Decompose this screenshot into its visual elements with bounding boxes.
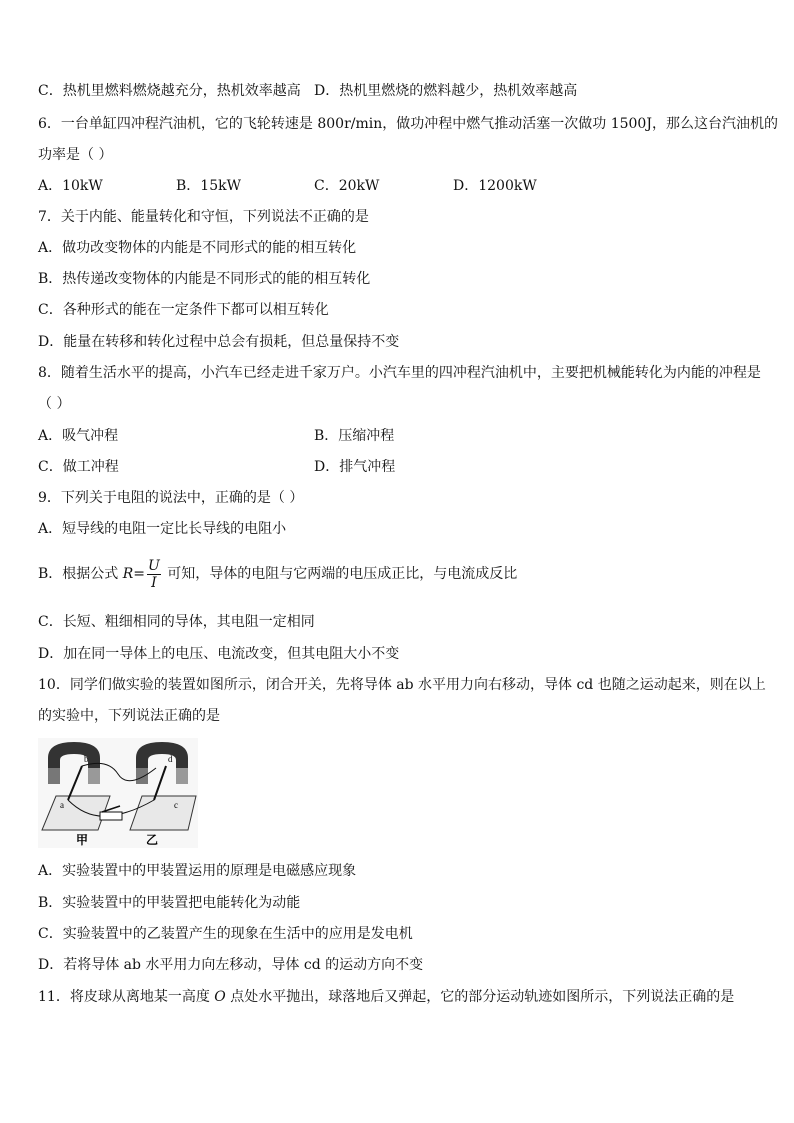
base-board-yi [130, 796, 196, 830]
formula-equals: = [133, 566, 146, 582]
figure-label-b: b [84, 754, 89, 764]
formula-r: R [122, 566, 134, 582]
q11-stem [38, 988, 734, 1006]
q10-stem-line2: 的实验中，下列说法正确的是 [38, 708, 220, 724]
formula-fraction [147, 558, 161, 591]
magnet-right-pole-n [136, 768, 148, 784]
q9-option-a: A．短导线的电阻一定比长导线的电阻小 [38, 521, 287, 537]
q7-option-a: A．做功改变物体的内能是不同形式的能的相互转化 [38, 240, 357, 256]
q6-option-b: B．15kW [176, 178, 241, 194]
q8-option-a: A．吸气冲程 [38, 428, 119, 444]
q7-option-d: D．能量在转移和转化过程中总会有损耗，但总量保持不变 [38, 334, 400, 350]
q10-option-a: A．实验装置中的甲装置运用的原理是电磁感应现象 [38, 863, 357, 879]
q8-option-d: D．排气冲程 [314, 459, 396, 475]
q8-stem-line1: 8．随着生活水平的提高，小汽车已经走进千家万户。小汽车里的四冲程汽油机中，主要把机械能转化为内能的冲程是 [38, 365, 761, 381]
magnet-right-pole-s [176, 768, 188, 784]
formula-denominator: I [151, 574, 157, 591]
q9-option-c: C．长短、粗细相同的导体，其电阻一定相同 [38, 614, 315, 630]
q8-option-c: C．做工冲程 [38, 459, 119, 475]
q9-option-d: D．加在同一导体上的电压、电流改变，但其电阻大小不变 [38, 646, 400, 662]
q10-option-d: D．若将导体 ab 水平用力向左移动，导体 cd 的运动方向不变 [38, 957, 424, 973]
q6-stem-line1: 6．一台单缸四冲程汽油机，它的飞轮转速是 800r/min，做功冲程中燃气推动活塞一次做功 1500J，那么这台汽油机的 [38, 116, 778, 132]
q8-stem-line2: （ ） [38, 396, 71, 412]
figure-label-jia: 甲 [76, 833, 89, 847]
q5-option-c: C．热机里燃料燃烧越充分，热机效率越高 [38, 83, 301, 99]
q11-stem-prefix: 11．将皮球从离地某一高度 [38, 989, 215, 1005]
figure-label-a: a [60, 800, 64, 810]
q8-option-b: B．压缩冲程 [314, 428, 395, 444]
q7-stem: 7．关于内能、能量转化和守恒，下列说法不正确的是 [38, 209, 369, 225]
q10-stem-line1: 10．同学们做实验的装置如图所示，闭合开关，先将导体 ab 水平用力向右移动，导体 cd 也随之运动起来，则在以上 [38, 677, 766, 693]
q6-option-d: D．1200kW [453, 178, 537, 194]
q9-option-b-suffix: 可知，导体的电阻与它两端的电压成正比，与电流成反比 [162, 566, 518, 582]
q11-stem-suffix: 点处水平抛出，球落地后又弹起，它的部分运动轨迹如图所示，下列说法正确的是 [225, 989, 735, 1005]
q9-option-b [38, 556, 517, 592]
q9-stem: 9．下列关于电阻的说法中，正确的是（ ） [38, 490, 304, 506]
figure-label-yi: 乙 [146, 833, 159, 847]
q6-option-a: A．10kW [38, 178, 103, 194]
q10-option-b: B．实验装置中的甲装置把电能转化为动能 [38, 895, 301, 911]
q7-option-c: C．各种形式的能在一定条件下都可以相互转化 [38, 302, 329, 318]
switch-base [100, 812, 122, 820]
magnet-left-pole-s [88, 768, 100, 784]
figure-label-c: c [174, 800, 178, 810]
q10-option-c: C．实验装置中的乙装置产生的现象在生活中的应用是发电机 [38, 926, 413, 942]
q6-option-c: C．20kW [314, 178, 380, 194]
apparatus-figure [38, 738, 198, 848]
formula-numerator: U [148, 557, 160, 574]
figure-label-d: d [168, 754, 173, 764]
q7-option-b: B．热传递改变物体的内能是不同形式的能的相互转化 [38, 271, 371, 287]
q9-option-b-prefix: B．根据公式 [38, 566, 123, 582]
q6-stem-line2: 功率是（ ） [38, 147, 113, 163]
point-o-label: O [214, 989, 226, 1005]
magnet-left-pole-n [48, 768, 60, 784]
q5-option-d: D．热机里燃烧的燃料越少，热机效率越高 [314, 83, 578, 99]
